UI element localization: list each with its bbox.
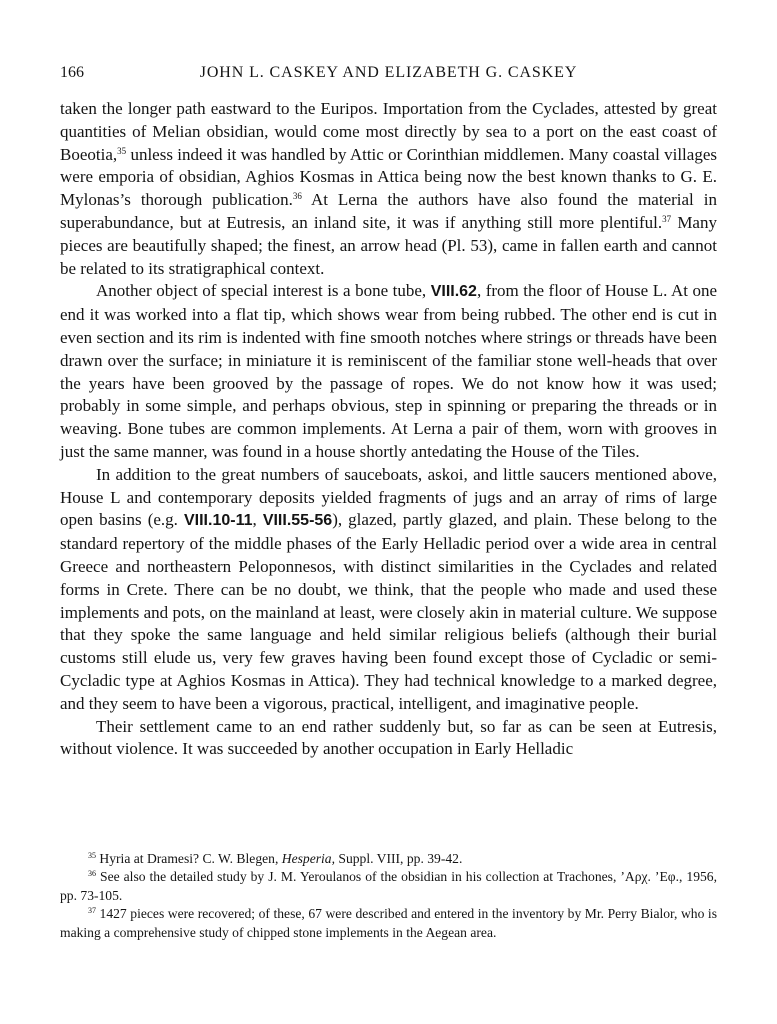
- text-run: Many pieces are beautifully shaped; the finest, an arrow head (Pl. 53), came in fallen earth and cannot be related to its stratigraphical context.: [60, 212, 717, 278]
- paragraph-settlement-end: [60, 716, 717, 762]
- page-header: [60, 64, 717, 86]
- footnotes: [60, 850, 717, 942]
- catalogue-ref: VIII.10-11: [183, 512, 253, 530]
- footnote-text: 1427 pieces were recovered; of these, 67 were described and entered in the inventory by Mr. Perry Bialor, who is making a comprehensive study of chipped stone implements in the Aegean area.: [60, 906, 717, 940]
- catalogue-ref: VIII.55-56: [262, 512, 333, 530]
- running-head: JOHN L. CASKEY AND ELIZABETH G. CASKEY: [199, 64, 578, 81]
- body-text: [60, 98, 717, 761]
- footnote-ref-36: 36: [292, 191, 302, 202]
- journal-title: Hesperia,: [281, 851, 335, 866]
- paragraph-bone-tube: [60, 280, 717, 463]
- text-run: Their settlement came to an end rather suddenly but, so far as can be seen at Eutresis, without violence. It was succeeded by another occupation in Early Helladic: [60, 716, 717, 759]
- footnote-37: [60, 905, 717, 942]
- text-run: taken the longer path eastward to the Euripos. Importation from the Cyclades, attested by great quantities of Melian obsidian, would come most directly by sea to a port on the east coast of Boeotia,: [60, 99, 717, 164]
- footnote-ref-35: 35: [117, 145, 127, 156]
- footnote-35: [60, 850, 717, 868]
- paragraph-pottery: [60, 464, 717, 716]
- footnote-36: [60, 868, 717, 905]
- footnote-ref-37: 37: [662, 213, 672, 224]
- footnote-text: Hyria at Dramesi? C. W. Blegen,: [96, 851, 282, 866]
- catalogue-ref: VIII.62: [430, 283, 477, 301]
- footnote-number: 35: [88, 851, 96, 860]
- text-run: unless indeed it was handled by Attic or Corinthian middlemen. Many coastal villages were emporia of obsidian, Aghios Kosmas in Attica being now the best known thanks to G. E. Mylonas’s thorough publication.: [60, 144, 717, 210]
- footnote-number: 36: [88, 869, 96, 879]
- text-run: , from the floor of House L. At one end it was worked into a flat tip, which shows wear from being rubbed. The other end is cut in even section and its rim is indented with fine smooth notches where strings or threads have been drawn over the surface; in miniature it is reminiscent of the familiar stone well-heads that over the years have been grooved by the passage of ropes. We do not know how it was used; probably in some simple, and perhaps obvious, step in spinning or preparing the threads or in weaving. Bone tubes are common implements. At Lerna a pair of them, worn with grooves in just the same manner, was found in a house shortly antedating the House of the Tiles.: [60, 281, 717, 461]
- footnote-number: 37: [88, 906, 96, 916]
- text-run: ,: [252, 510, 263, 530]
- text-run: In addition to the great numbers of sauceboats, askoi, and little saucers mentioned above, House L and contemporary deposits yielded fragments of jugs and an array of rims of large open basins (e.g.: [60, 464, 717, 530]
- footnote-text: See also the detailed study by J. M. Yeroulanos of the obsidian in his collection at Trachones, ’Αρχ. ’Εφ., 1956, pp. 73-105.: [60, 869, 717, 903]
- footnote-text: Suppl. VIII, pp. 39-42.: [334, 851, 463, 866]
- paragraph-obsidian: [60, 98, 717, 280]
- text-run: At Lerna the authors have also found the material in superabundance, but at Eutresis, an inland site, it was if anything still more plentiful.: [60, 190, 717, 232]
- text-run: Another object of special interest is a bone tube,: [96, 281, 431, 301]
- text-run: ), glazed, partly glazed, and plain. These belong to the standard repertory of the middle phases of the Early Helladic period over a wide area in central Greece and northeastern Peloponnesos, with distinct similarities in the Cyclades and related forms in Crete. There can be no doubt, we think, that the people who made and used these implements and pots, on the mainland at least, were closely akin in material culture. We suppose that they spoke the same language and held similar religious beliefs (although their burial customs still elude us, very few graves having been found except those of Cycladic or semi-Cycladic type at Aghios Kosmas in Attica). They had technical knowledge to a marked degree, and they seem to have been a vigorous, practical, intelligent, and imaginative people.: [60, 510, 717, 713]
- page-number: 166: [60, 64, 84, 81]
